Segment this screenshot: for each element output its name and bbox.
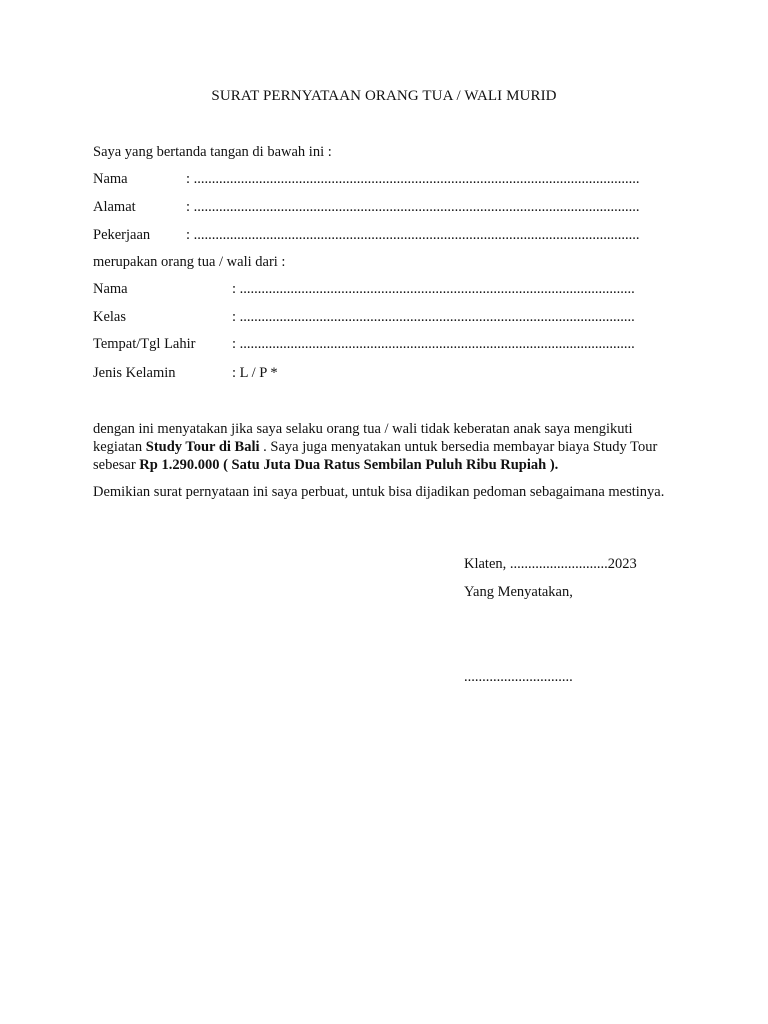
field-label: Tempat/Tgl Lahir (93, 336, 196, 352)
field-label: Nama (93, 281, 128, 297)
signature-name-line: .............................. (464, 669, 573, 685)
field-label: Pekerjaan (93, 227, 151, 243)
child-field-gender (93, 365, 670, 385)
signature-place-date: Klaten, ...........................2023 (464, 556, 637, 572)
field-value: : ............................................................................................................. (232, 309, 635, 325)
child-field-birth (93, 336, 670, 356)
field-value: : ........................................................................................................................... (186, 199, 640, 215)
parent-field-address (93, 199, 670, 219)
field-label: Nama (93, 171, 128, 187)
field-label: Kelas (93, 309, 127, 325)
child-field-name (93, 281, 670, 301)
statement-bold-event: Study Tour di Bali (145, 439, 260, 455)
child-field-class (93, 309, 670, 329)
parent-field-occupation (93, 227, 670, 247)
intro-text: Saya yang bertanda tangan di bawah ini : (93, 144, 332, 160)
field-label: Alamat (93, 199, 136, 215)
parent-field-name (93, 171, 670, 191)
child-intro-text: merupakan orang tua / wali dari : (93, 254, 286, 270)
field-value: : ............................................................................................................. (232, 336, 635, 352)
statement-text-2: . Saya juga menyatakan untuk bersedia membayar biaya Study Tour sebesar (93, 439, 658, 473)
statement-bold-amount: Rp 1.290.000 ( Satu Juta Dua Ratus Sembilan Puluh Ribu Rupiah ). (139, 457, 559, 473)
field-label: Jenis Kelamin (93, 365, 176, 381)
statement-text-1: dengan ini menyatakan jika saya selaku orang tua / wali tidak keberatan anak saya mengikuti kegiatan (93, 421, 633, 455)
document-title: SURAT PERNYATAAN ORANG TUA / WALI MURID (211, 88, 557, 104)
field-value: : ............................................................................................................. (232, 281, 635, 297)
signature-declarant: Yang Menyatakan, (464, 584, 573, 600)
field-value: : L / P * (232, 365, 278, 381)
closing-paragraph: Demikian surat pernyataan ini saya perbuat, untuk bisa dijadikan pedoman sebagaimana mestinya. (93, 484, 665, 500)
field-value: : ........................................................................................................................... (186, 171, 640, 187)
statement-paragraph (93, 420, 673, 474)
field-value: : ........................................................................................................................... (186, 227, 640, 243)
